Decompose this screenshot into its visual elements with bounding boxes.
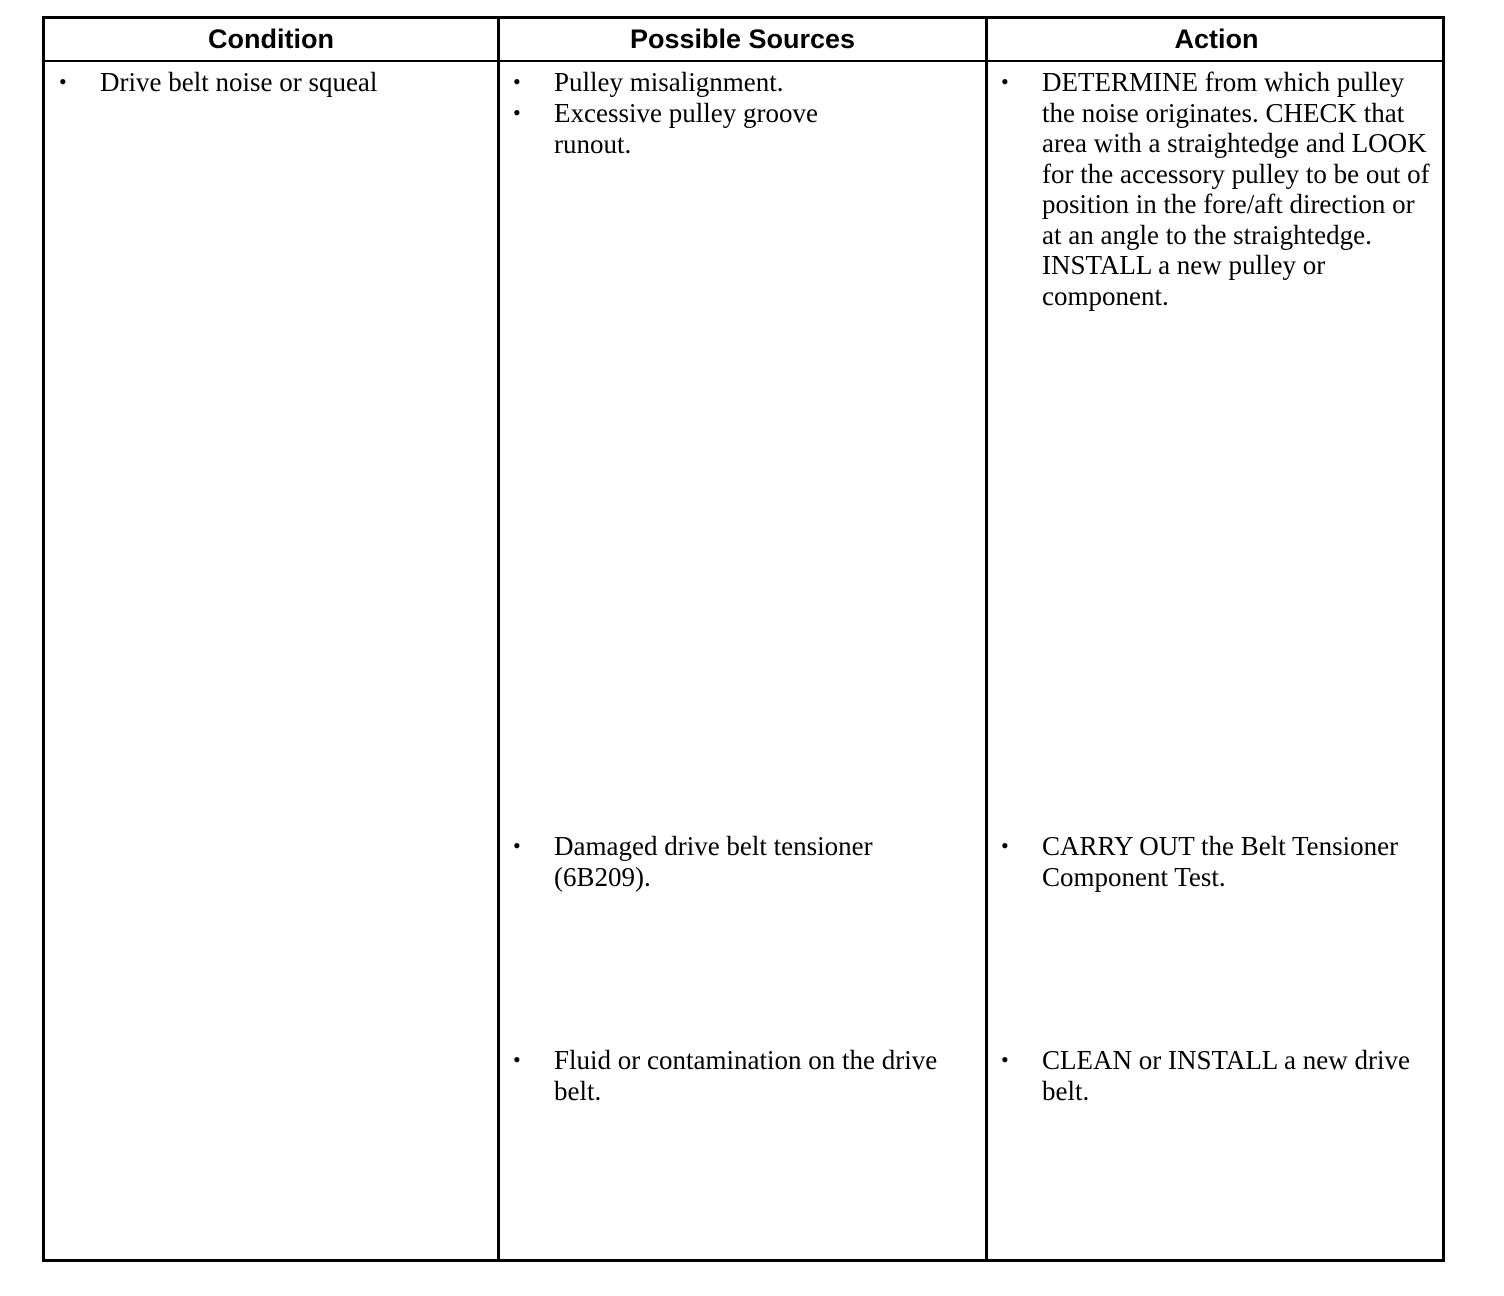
action-bullet: • (1001, 1047, 1009, 1072)
header-possible-sources: Possible Sources (629, 24, 856, 54)
source-text: Damaged drive belt tensioner (6B209). (554, 831, 873, 892)
source-bullet: • (513, 100, 521, 125)
action-text: CLEAN or INSTALL a new drive belt. (1042, 1045, 1410, 1106)
column-divider-2 (985, 19, 988, 1259)
action-bullet: • (1001, 833, 1009, 858)
header-divider (45, 60, 1442, 62)
column-divider-1 (497, 19, 500, 1259)
header-action: Action (1174, 24, 1259, 54)
diagnosis-table (42, 16, 1445, 1262)
header-condition: Condition (208, 24, 334, 54)
source-bullet: • (513, 1047, 521, 1072)
action-text: DETERMINE from which pulley the noise originates. CHECK that area with a straightedge and LOOK for the accessory pulley to be out of position in the fore/aft direction or at an angle to the straightedge. INSTALL a new pulley or component. (1042, 67, 1430, 311)
source-text: Pulley misalignment. (554, 67, 784, 97)
source-bullet: • (513, 833, 521, 858)
condition-text: Drive belt noise or squeal (100, 67, 378, 97)
action-bullet: • (1001, 69, 1009, 94)
source-text: Fluid or contamination on the drive belt. (554, 1045, 938, 1106)
condition-bullet: • (59, 69, 67, 94)
action-text: CARRY OUT the Belt Tensioner Component Test. (1042, 831, 1399, 892)
source-text: Excessive pulley groove runout. (554, 98, 818, 159)
source-bullet: • (513, 69, 521, 94)
